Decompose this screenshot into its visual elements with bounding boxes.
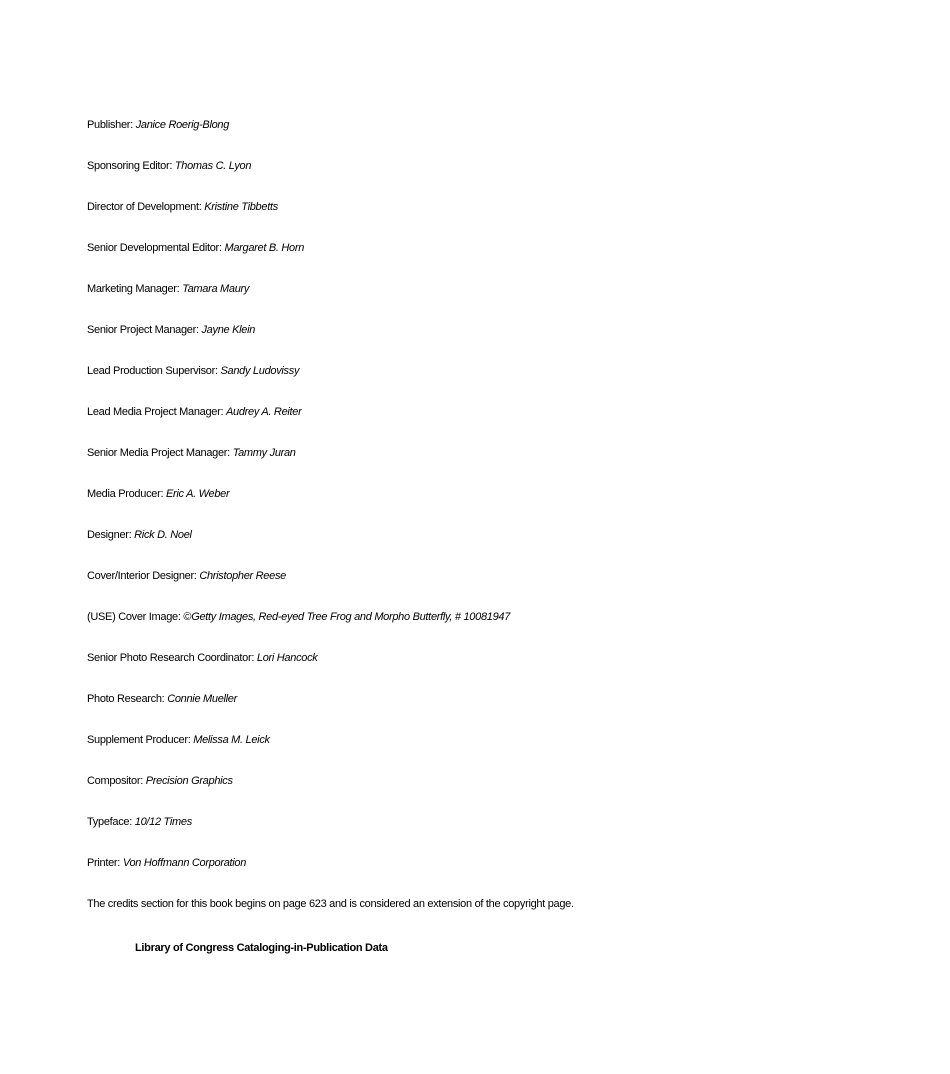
credit-line xyxy=(87,528,867,543)
credit-value: Tamara Maury xyxy=(182,283,250,295)
credit-line xyxy=(87,323,867,338)
credit-value: Christopher Reese xyxy=(199,570,286,582)
credit-line xyxy=(87,774,867,789)
credit-value: Precision Graphics xyxy=(145,775,233,787)
credit-value: Getty Images, Red-eyed Tree Frog and Morpho Butterfly, # 10081947 xyxy=(191,611,511,623)
credits-note: The credits section for this book begins on page 623 and is considered an extension of the copyright page. xyxy=(87,898,574,910)
credit-line xyxy=(87,651,867,666)
credit-line xyxy=(87,856,867,871)
credit-label: Publisher: xyxy=(87,119,133,131)
credit-label: Typeface: xyxy=(87,816,132,828)
credit-label: Cover/Interior Designer: xyxy=(87,570,197,582)
credit-value: Margaret B. Horn xyxy=(224,242,305,254)
credit-value: Lori Hancock xyxy=(256,652,318,664)
credit-value: Jayne Klein xyxy=(201,324,256,336)
credit-value: Sandy Ludovissy xyxy=(220,365,300,377)
credit-label: Senior Media Project Manager: xyxy=(87,447,230,459)
credit-label: Sponsoring Editor: xyxy=(87,160,173,172)
credit-line xyxy=(87,364,867,379)
credit-value: 10/12 Times xyxy=(134,816,192,828)
credit-line xyxy=(87,241,867,256)
credit-label: Senior Project Manager: xyxy=(87,324,199,336)
credit-label: Compositor: xyxy=(87,775,143,787)
credit-label: Director of Development: xyxy=(87,201,202,213)
credit-value: Janice Roerig-Blong xyxy=(135,119,230,131)
credit-label: Lead Production Supervisor: xyxy=(87,365,218,377)
credit-line xyxy=(87,733,867,748)
credit-label: Supplement Producer: xyxy=(87,734,191,746)
credit-line xyxy=(87,815,867,830)
credit-value: Rick D. Noel xyxy=(134,529,192,541)
credit-label: Media Producer: xyxy=(87,488,164,500)
credit-value: Eric A. Weber xyxy=(165,488,230,500)
credit-line xyxy=(87,446,867,461)
credit-label: Senior Developmental Editor: xyxy=(87,242,222,254)
credit-line xyxy=(87,118,867,133)
credit-line xyxy=(87,405,867,420)
credit-line xyxy=(87,200,867,215)
credit-value: Kristine Tibbetts xyxy=(204,201,278,213)
credit-value: Connie Mueller xyxy=(167,693,237,705)
credit-value: Tammy Juran xyxy=(232,447,296,459)
cip-heading: Library of Congress Cataloging-in-Publication Data xyxy=(135,942,388,954)
credit-line xyxy=(87,282,867,297)
credit-line xyxy=(87,610,867,625)
credit-label: Senior Photo Research Coordinator: xyxy=(87,652,255,664)
credit-label: Printer: xyxy=(87,857,121,869)
credit-value: Melissa M. Leick xyxy=(193,734,270,746)
credit-line xyxy=(87,692,867,707)
credit-value: Thomas C. Lyon xyxy=(174,160,252,172)
credit-line xyxy=(87,159,867,174)
credits-list xyxy=(87,118,867,912)
credit-line xyxy=(87,569,867,584)
credit-label: Photo Research: xyxy=(87,693,165,705)
credit-label: Marketing Manager: xyxy=(87,283,180,295)
credit-label: Lead Media Project Manager: xyxy=(87,406,224,418)
credit-value: Audrey A. Reiter xyxy=(225,406,302,418)
credit-line xyxy=(87,487,867,502)
credit-value: Von Hoffmann Corporation xyxy=(122,857,247,869)
credit-label: Designer: xyxy=(87,529,132,541)
credit-label: (USE) Cover Image: © xyxy=(87,611,192,623)
